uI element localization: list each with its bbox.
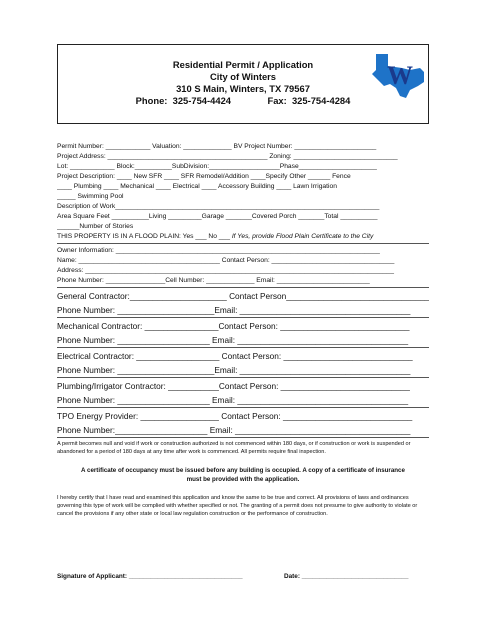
occupancy-certificate-notice: A certificate of occupancy must be issued before any building is occupied. A copy of a certificate of insurance must be provided with the application. bbox=[81, 467, 405, 483]
flood-plain-note: If Yes, provide Flood Plain Certificate to the City bbox=[231, 233, 374, 240]
project-type-options-line: ____ Plumbing ____ Mechanical ____ Electrical ____ Accessory Building ____ Lawn Irrigation bbox=[57, 183, 337, 190]
owner-name-line: Name: ______________________________________ Contact Person: _________________________________ bbox=[57, 257, 395, 264]
section-divider bbox=[57, 287, 429, 288]
swimming-pool-line: _____ Swimming Pool bbox=[57, 193, 124, 200]
applicant-certification: I hereby certify that I have read and examined this application and know the same to be true and correct. All provisions of laws and ordinances governing this type of work will be complied with whether specified or not. The granting of a permit does not presume to give authority to violate or cancel the provisions if any other state or local law regulation construction or the performance of construction. bbox=[57, 495, 418, 517]
permit-void-notice: A permit becomes null and void if work or construction authorized is not commenced within 180 days, or if construction or work is suspended or abandoned for a period of 180 days at any time after work is commenced. All permits require final inspection. bbox=[57, 441, 411, 455]
project-address-line: Project Address: ___________________________________________ Zoning: ____________________________ bbox=[57, 153, 398, 160]
city-phone-fax: Phone: 325-754-4424 Fax: 325-754-4284 bbox=[135, 95, 351, 106]
permit-number-line: Permit Number: ____________ Valuation: _____________ BV Project Number: ______________________ bbox=[57, 143, 377, 150]
section-divider bbox=[57, 407, 429, 408]
owner-information-line: Owner Information: _______________________________________________________________________ bbox=[57, 247, 380, 254]
tpo-energy-provider-phone-line: Phone Number:____________________ Email: ______________________________________ bbox=[57, 425, 411, 435]
section-divider bbox=[57, 347, 429, 348]
flood-plain-question: THIS PROPERTY IS IN A FLOOD PLAIN: Yes ___ No ___ bbox=[57, 233, 230, 240]
owner-address-line: Address: ___________________________________________________________________________________ bbox=[57, 267, 394, 274]
number-of-stories-line: ______Number of Stories bbox=[57, 223, 134, 230]
general-contractor-line: General Contractor:_____________________ Contact Person_______________________________ bbox=[57, 291, 429, 301]
tpo-energy-provider-line: TPO Energy Provider: _________________ Contact Person: ____________________________ bbox=[57, 411, 413, 421]
plumbing-contractor-line: Plumbing/Irrigator Contractor: ___________Contact Person: ____________________________ bbox=[57, 381, 410, 391]
area-square-feet-line: Area Square Feet __________Living _________Garage _______Covered Porch _______Total __________ bbox=[57, 213, 378, 220]
lot-block-line: Lot: ____________ Block:__________SubDivision:___________________Phase_____________________ bbox=[57, 163, 377, 170]
signature-date-line: Date: ______________________________ bbox=[284, 573, 409, 580]
city-name: City of Winters bbox=[209, 71, 277, 82]
form-title: Residential Permit / Application bbox=[172, 59, 314, 70]
general-contractor-phone-line: Phone Number: _____________________Email: _____________________________________ bbox=[57, 305, 411, 315]
section-divider bbox=[57, 377, 429, 378]
city-address: 310 S Main, Winters, TX 79567 bbox=[176, 83, 310, 94]
section-divider bbox=[57, 437, 429, 438]
plumbing-contractor-phone-line: Phone Number: ____________________ Email: _____________________________________ bbox=[57, 395, 409, 405]
project-description-line: Project Description: ____ New SFR ____ SFR Remodel/Addition ____Specify Other ______ Fence bbox=[57, 173, 351, 180]
section-divider bbox=[57, 243, 429, 244]
mechanical-contractor-line: Mechanical Contractor: ________________Contact Person: ____________________________ bbox=[57, 321, 410, 331]
owner-phone-line: Phone Number: ________________Cell Number: _____________ Email: _________________________ bbox=[57, 277, 370, 284]
mechanical-contractor-phone-line: Phone Number: ____________________ Email: _____________________________________ bbox=[57, 335, 409, 345]
description-of-work-line: Description of Work_______________________________________________________________________ bbox=[57, 203, 380, 210]
logo-letter: W bbox=[387, 61, 413, 90]
flood-plain-line bbox=[57, 232, 429, 241]
section-divider bbox=[57, 317, 429, 318]
electrical-contractor-line: Electrical Contractor: __________________ Contact Person: ____________________________ bbox=[57, 351, 413, 361]
texas-w-logo-icon bbox=[368, 50, 428, 100]
electrical-contractor-phone-line: Phone Number: _____________________Email: _____________________________________ bbox=[57, 365, 411, 375]
applicant-signature-line: Signature of Applicant: ________________________________ bbox=[57, 573, 243, 580]
